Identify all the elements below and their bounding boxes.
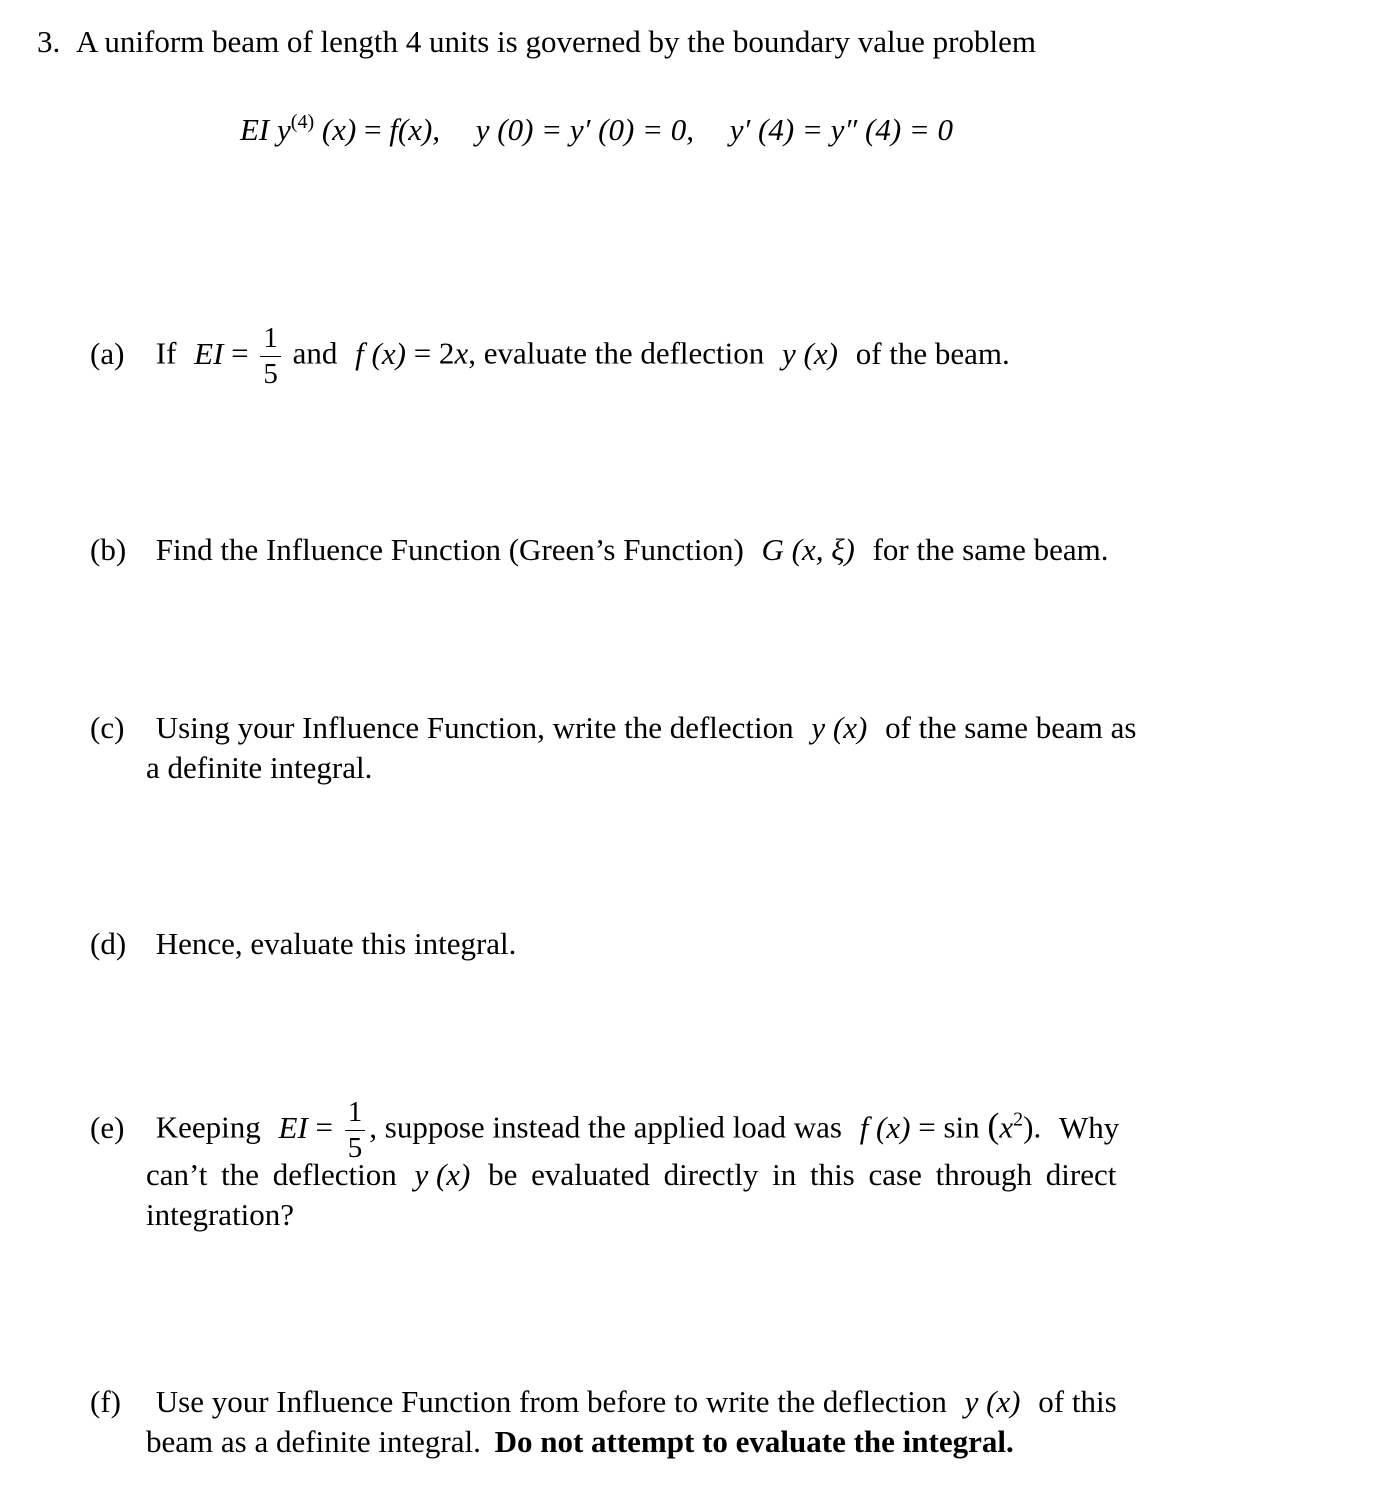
part-f-line1-pre: Use your Influence Function from before to write the deflection xyxy=(155,1384,947,1419)
part-a-and: and xyxy=(292,335,338,371)
boundary-condition-left: y (0) = y′ (0) = 0, xyxy=(475,112,694,147)
part-d-label: (d) xyxy=(90,926,127,961)
part-b xyxy=(90,532,1108,568)
part-a-post1: , evaluate the deflection xyxy=(468,335,765,371)
part-c-line-2 xyxy=(90,748,1136,788)
equation-ei: EI xyxy=(240,112,270,147)
equation-y: y xyxy=(277,112,291,147)
part-a-eq: = xyxy=(231,335,249,371)
part-e-sin-pow: 2 xyxy=(1013,1108,1024,1131)
part-e-label: (e) xyxy=(90,1109,125,1145)
part-f-line1-post: of this xyxy=(1038,1384,1117,1419)
part-e-sin: = sin xyxy=(918,1109,980,1145)
part-e xyxy=(90,1098,1119,1235)
part-e-fraction-den: 5 xyxy=(347,1132,363,1164)
part-a-fx-eq: = 2 xyxy=(413,335,455,371)
part-e-line2-pre: can’t the deflection xyxy=(146,1157,397,1192)
part-f-line-1 xyxy=(90,1382,1117,1422)
part-c-label: (c) xyxy=(90,710,125,745)
part-a xyxy=(90,324,1010,389)
part-e-mid: , suppose instead the applied load was xyxy=(369,1109,842,1145)
part-a-yx: y (x) xyxy=(782,335,838,371)
problem-intro xyxy=(37,24,1036,60)
part-e-fraction-bar xyxy=(345,1130,366,1131)
part-a-fraction-num: 1 xyxy=(263,322,278,354)
part-e-why: Why xyxy=(1058,1109,1120,1145)
part-e-line-3 xyxy=(90,1195,1119,1235)
equation-rhs: (x), xyxy=(397,112,441,147)
part-e-yx: y (x) xyxy=(414,1157,471,1192)
part-e-line-1 xyxy=(90,1098,1119,1163)
part-e-fraction xyxy=(345,1098,366,1163)
boundary-condition-right: y′ (4) = y″ (4) = 0 xyxy=(729,112,954,147)
equation-eq: = xyxy=(356,112,390,147)
part-a-label: (a) xyxy=(90,335,125,371)
part-e-sin-open: ( xyxy=(987,1105,1000,1146)
part-e-line2-post: be evaluated directly in this case through direct xyxy=(488,1157,1117,1192)
part-f-label: (f) xyxy=(90,1384,121,1419)
part-d xyxy=(90,926,516,962)
part-e-pre: Keeping xyxy=(155,1109,261,1145)
part-a-fraction-den: 5 xyxy=(263,358,278,390)
part-a-post2: of the beam. xyxy=(855,335,1010,371)
part-a-fx: f (x) xyxy=(355,335,406,371)
part-b-label: (b) xyxy=(90,532,127,567)
part-f-bold-instruction: Do not attempt to evaluate the integral. xyxy=(494,1424,1014,1459)
part-e-ei: EI xyxy=(278,1109,308,1145)
part-a-fraction xyxy=(260,324,281,389)
part-b-pre: Find the Influence Function (Green’s Function) xyxy=(155,532,744,567)
equation-order: (4) xyxy=(290,111,315,133)
part-c-line2: a definite integral. xyxy=(146,750,373,785)
problem-number: 3. xyxy=(37,24,61,59)
main-equation xyxy=(240,112,953,148)
part-d-text: Hence, evaluate this integral. xyxy=(155,926,517,961)
part-e-eq: = xyxy=(315,1109,334,1145)
part-f-line-2 xyxy=(90,1422,1117,1462)
part-e-line3: integration? xyxy=(146,1197,295,1232)
part-e-sin-close: ). xyxy=(1023,1109,1042,1145)
equation-f: f xyxy=(389,112,398,147)
problem-intro-text: A uniform beam of length 4 units is governed by the boundary value problem xyxy=(76,24,1036,59)
part-c-line1-pre: Using your Influence Function, write the deflection xyxy=(155,710,794,745)
part-c-line-1 xyxy=(90,708,1136,748)
equation-arg: (x) xyxy=(321,112,357,147)
part-c-yx: y (x) xyxy=(811,710,868,745)
part-f-yx: y (x) xyxy=(964,1384,1021,1419)
part-a-ei: EI xyxy=(194,335,224,371)
part-b-post: for the same beam. xyxy=(872,532,1109,567)
part-e-fx: f (x) xyxy=(859,1109,911,1145)
part-f-line2-pre: beam as a definite integral. xyxy=(146,1424,481,1459)
part-f xyxy=(90,1382,1117,1462)
part-c-line1-post: of the same beam as xyxy=(885,710,1137,745)
part-c xyxy=(90,708,1136,788)
part-a-fraction-bar xyxy=(260,356,281,357)
part-b-green-function: G (x, ξ) xyxy=(761,532,855,567)
part-e-sin-x: x xyxy=(999,1109,1014,1145)
part-a-pre: If xyxy=(155,335,177,371)
part-e-fraction-num: 1 xyxy=(347,1096,363,1128)
part-e-line-2 xyxy=(90,1155,1119,1195)
part-a-fx-x: x xyxy=(454,335,469,371)
